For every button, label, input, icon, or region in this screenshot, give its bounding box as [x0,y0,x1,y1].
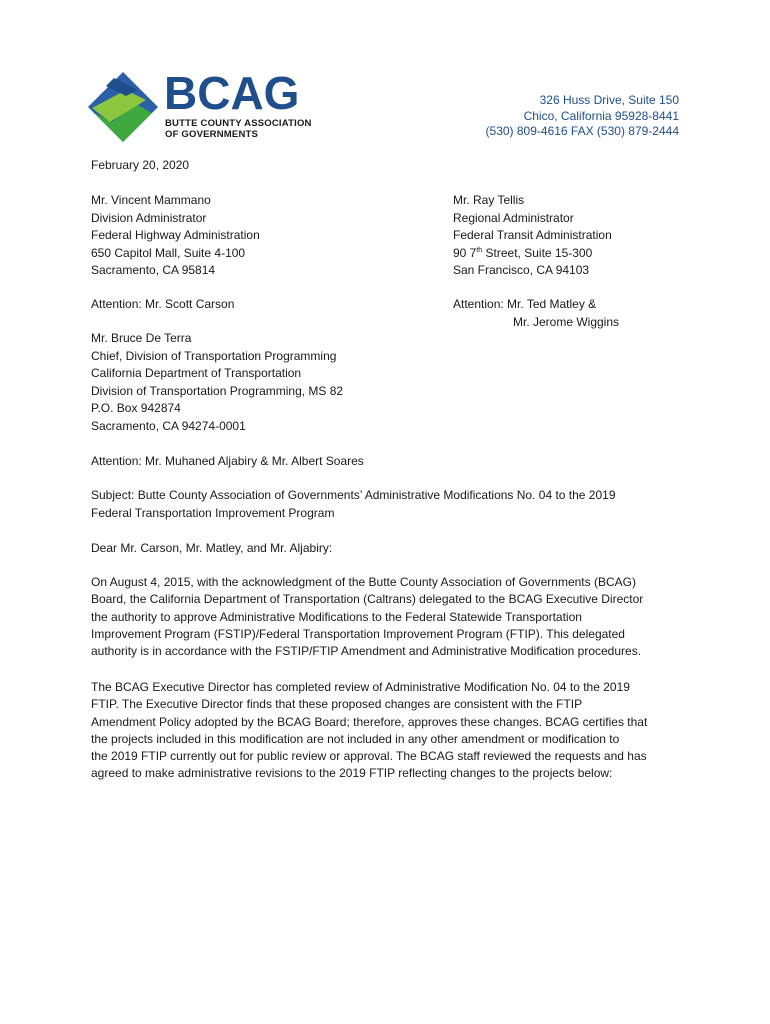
recipient-title: Division Administrator [91,210,207,225]
recipient-fhwa [91,192,260,280]
return-address [486,93,679,140]
address-line-2: Chico, California 95928-8441 [523,108,679,123]
recipient-org: California Department of Transportation [91,366,302,380]
recipient-division: Division of Transportation Programming, MS 82 [91,383,344,398]
attention-caltrans: Attention: Mr. Muhaned Aljabiry & Mr. Albert Soares [91,454,364,468]
letter-date: February 20, 2020 [91,158,190,172]
recipient-caltrans [91,330,343,435]
recipient-fta [453,192,612,280]
paragraph-line: The BCAG Executive Director has completed review of Administrative Modification No. 04 to the 2019 [91,680,630,694]
logo-wordmark: BCAG [164,67,300,119]
salutation: Dear Mr. Carson, Mr. Matley, and Mr. Aljabiry: [91,541,333,555]
attention-line-1: Attention: Mr. Ted Matley & [453,297,597,311]
subject-line-1: Subject: Butte County Association of Governments’ Administrative Modifications No. 04 to the 2019 [91,488,616,502]
attention-fta [453,296,619,331]
logo-line-2: OF GOVERNMENTS [165,129,259,140]
recipient-org: Federal Transit Administration [453,228,612,242]
paragraph-line: agreed to make administrative revisions to the 2019 FTIP reflecting changes to the projects below: [91,766,613,781]
recipient-street: 90 7th Street, Suite 15-300 [453,245,593,260]
paragraph-line: On August 4, 2015, with the acknowledgment of the Butte County Association of Governments (BCAG) [91,575,636,589]
paragraph-1 [91,574,691,660]
recipient-title: Regional Administrator [453,210,574,225]
paragraph-line: the 2019 FTIP currently out for public review or approval. The BCAG staff reviewed the requests and has [91,749,647,764]
paragraph-2 [91,679,691,783]
logo-line-1: BUTTE COUNTY ASSOCIATION [165,118,312,129]
paragraph-line: Improvement Program (FSTIP)/Federal Transportation Improvement Program (FTIP). This delegated [91,626,625,641]
paragraph-line: the authority to approve Administrative Modifications to the Federal Statewide Transportation [91,609,582,624]
paragraph-line: the projects included in this modification are not included in any other amendment or modification to [91,731,620,746]
recipient-city: Sacramento, CA 95814 [91,263,216,277]
paragraph-line: Amendment Policy adopted by the BCAG Board; therefore, approves these changes. BCAG certifies that [91,714,648,729]
address-line-3: (530) 809-4616 FAX (530) 879-2444 [485,124,679,138]
recipient-name: Mr. Ray Tellis [453,193,525,207]
recipient-name: Mr. Bruce De Terra [91,331,192,345]
recipient-city: Sacramento, CA 94274-0001 [91,418,246,433]
paragraph-line: FTIP. The Executive Director finds that these proposed changes are consistent with the FTIP [91,697,583,712]
paragraph-line: authority is in accordance with the FSTIP/FTIP Amendment and Administrative Modification procedures. [91,644,642,659]
bcag-logo [86,67,316,144]
recipient-pobox: P.O. Box 942874 [91,401,181,415]
recipient-street: 650 Capitol Mall, Suite 4-100 [91,245,246,260]
attention-line-2: Mr. Jerome Wiggins [513,314,620,329]
recipient-city: San Francisco, CA 94103 [453,263,590,277]
subject-line-2: Federal Transportation Improvement Program [91,505,335,520]
bcag-diamond-icon [86,70,160,144]
recipient-name: Mr. Vincent Mammano [91,193,211,207]
attention-fhwa: Attention: Mr. Scott Carson [91,297,235,311]
address-line-1: 326 Huss Drive, Suite 150 [539,93,679,107]
recipient-title: Chief, Division of Transportation Programming [91,348,337,363]
paragraph-line: Board, the California Department of Transportation (Caltrans) delegated to the BCAG Executive Director [91,592,644,607]
recipient-org: Federal Highway Administration [91,228,260,242]
subject [91,487,616,522]
